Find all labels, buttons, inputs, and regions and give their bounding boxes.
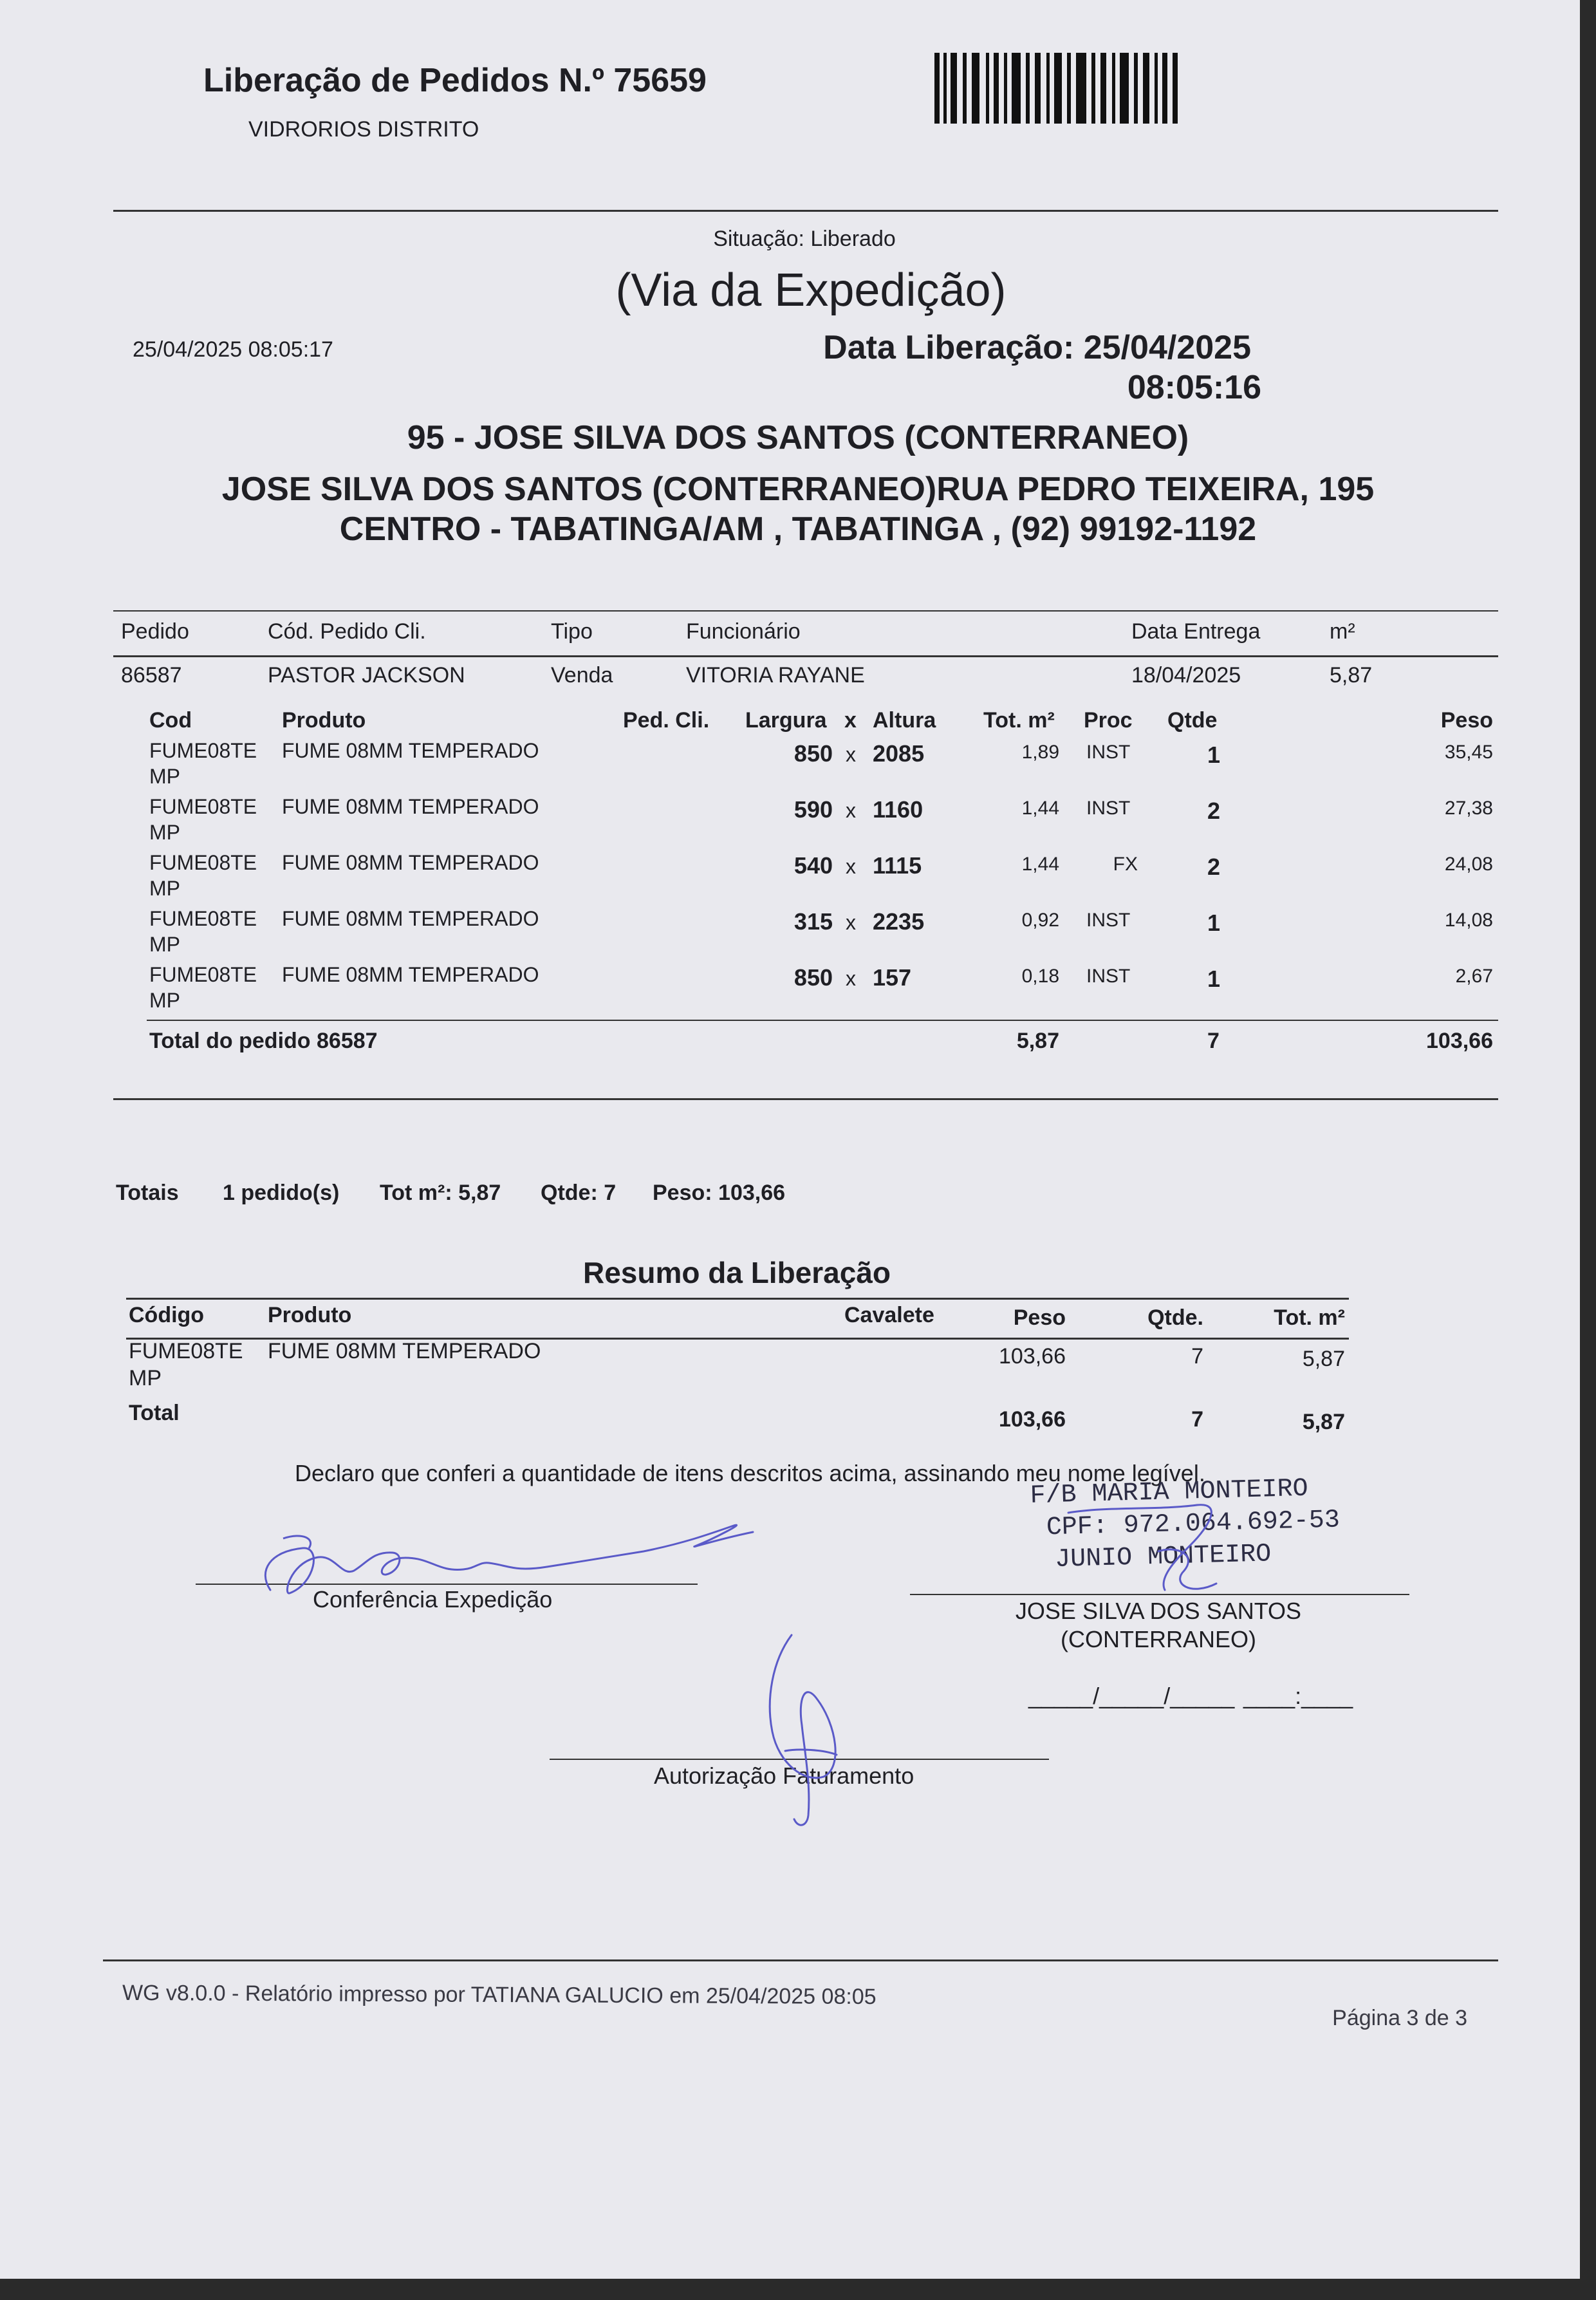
- item-largura: 850: [793, 740, 833, 767]
- item-cod-suffix: MP: [149, 821, 180, 844]
- item-proc: INST: [1086, 966, 1131, 987]
- item-proc: INST: [1086, 742, 1131, 763]
- order-total-label: Total do pedido 86587: [149, 1029, 378, 1053]
- item-cod: FUME08TE: [149, 851, 257, 874]
- item-cod-suffix: MP: [149, 989, 180, 1012]
- item-cod-suffix: MP: [149, 933, 180, 956]
- customer-address-line2: CENTRO - TABATINGA/AM , TABATINGA , (92) 99192-1192: [339, 510, 1257, 548]
- time-blank: ____:____: [1243, 1683, 1353, 1709]
- summary-total-label: Total: [129, 1401, 180, 1425]
- conference-label: Conferência Expedição: [313, 1586, 553, 1613]
- summary-total-qtde: 7: [1191, 1407, 1203, 1432]
- printed-datetime: 25/04/2025 08:05:17: [133, 337, 333, 362]
- item-largura: 315: [793, 908, 833, 935]
- item-tot-m2: 1,44: [1021, 798, 1059, 819]
- item-produto: FUME 08MM TEMPERADO: [282, 907, 539, 930]
- barcode-icon: [934, 53, 1179, 124]
- summary-col-tot-m2: Tot. m²: [1274, 1305, 1345, 1330]
- release-date: Data Liberação: 25/04/2025: [823, 329, 1251, 366]
- divider: [147, 1020, 1498, 1021]
- item-produto: FUME 08MM TEMPERADO: [282, 963, 539, 986]
- divider: [113, 610, 1498, 612]
- item-peso: 27,38: [1444, 798, 1493, 819]
- footer-printed-by: WG v8.0.0 - Relatório impresso por TATIANA GALUCIO em 25/04/2025 08:05: [122, 1980, 877, 2010]
- col-cod: Cod: [149, 708, 192, 733]
- item-altura: 1115: [873, 852, 922, 879]
- declaration-text: Declaro que conferi a quantidade de itens descritos acima, assinando meu nome legível.: [295, 1460, 1205, 1486]
- divider: [113, 655, 1498, 657]
- order-m2: 5,87: [1330, 663, 1373, 687]
- item-cod-suffix: MP: [149, 877, 180, 900]
- summary-qtde: 7: [1191, 1344, 1203, 1369]
- divider: [126, 1298, 1349, 1300]
- summary-col-qtde: Qtde.: [1147, 1305, 1203, 1330]
- item-x: x: [846, 855, 856, 878]
- item-altura: 2235: [873, 908, 925, 935]
- order-type: Venda: [551, 663, 613, 687]
- col-data-entrega: Data Entrega: [1131, 619, 1261, 644]
- customer-signature-name: JOSE SILVA DOS SANTOS: [1015, 1598, 1302, 1624]
- summary-col-cavalete: Cavalete: [844, 1303, 934, 1327]
- authorization-label: Autorização Faturamento: [654, 1762, 914, 1789]
- item-peso: 14,08: [1444, 910, 1493, 931]
- item-x: x: [846, 743, 856, 766]
- item-largura: 590: [793, 796, 833, 823]
- col-proc: Proc: [1084, 708, 1133, 733]
- item-produto: FUME 08MM TEMPERADO: [282, 851, 539, 874]
- col-funcionario: Funcionário: [686, 619, 801, 644]
- item-altura: 157: [873, 964, 912, 991]
- summary-total-tot-m2: 5,87: [1302, 1410, 1345, 1434]
- conference-signature: [245, 1513, 772, 1616]
- summary-title: Resumo da Liberação: [582, 1256, 891, 1289]
- authorization-signature: [747, 1622, 862, 1835]
- customer-signature: [1030, 1493, 1300, 1622]
- delivery-date: 18/04/2025: [1131, 663, 1241, 687]
- col-altura: Altura: [873, 708, 936, 733]
- item-produto: FUME 08MM TEMPERADO: [282, 739, 539, 762]
- order-total-m2: 5,87: [1016, 1029, 1059, 1053]
- col-pedido: Pedido: [121, 619, 189, 644]
- stamp-line2: CPF: 972.064.692-53: [1046, 1506, 1341, 1543]
- item-produto: FUME 08MM TEMPERADO: [282, 795, 539, 818]
- col-peso: Peso: [1440, 708, 1493, 733]
- item-largura: 540: [793, 852, 833, 879]
- totals-qtde: Qtde: 7: [541, 1181, 617, 1205]
- item-x: x: [846, 799, 856, 822]
- item-tot-m2: 1,44: [1021, 854, 1059, 875]
- customer-signature-name2: (CONTERRANEO): [1061, 1626, 1256, 1652]
- item-proc: INST: [1086, 798, 1131, 819]
- summary-tot-m2: 5,87: [1302, 1347, 1345, 1371]
- summary-col-produto: Produto: [268, 1303, 352, 1327]
- copy-label: (Via da Expedição): [615, 265, 1007, 316]
- release-time: 08:05:16: [1127, 369, 1261, 406]
- col-ped-cli: Ped. Cli.: [623, 708, 710, 733]
- summary-total-peso: 103,66: [999, 1407, 1066, 1432]
- item-qtde: 2: [1207, 798, 1221, 824]
- col-produto: Produto: [282, 708, 366, 733]
- totals-peso: Peso: 103,66: [653, 1181, 786, 1205]
- date-blank: _____/_____/_____: [1028, 1683, 1235, 1709]
- col-cod-pedido-cli: Cód. Pedido Cli.: [268, 619, 426, 644]
- company-name: VIDRORIOS DISTRITO: [248, 117, 479, 142]
- item-cod: FUME08TE: [149, 907, 257, 930]
- footer-page-number: Página 3 de 3: [1332, 2006, 1467, 2030]
- item-peso: 24,08: [1444, 854, 1493, 875]
- summary-col-peso: Peso: [1013, 1305, 1066, 1330]
- col-tot-m2: Tot. m²: [983, 708, 1055, 733]
- item-tot-m2: 0,18: [1021, 966, 1059, 987]
- col-largura: Largura: [745, 708, 827, 733]
- item-cod: FUME08TE: [149, 795, 257, 818]
- order-total-peso: 103,66: [1426, 1029, 1493, 1053]
- item-altura: 1160: [873, 796, 923, 823]
- item-peso: 2,67: [1455, 966, 1493, 987]
- divider: [113, 210, 1498, 212]
- totals-label: Totais: [116, 1181, 179, 1205]
- item-tot-m2: 1,89: [1021, 742, 1059, 763]
- summary-peso: 103,66: [999, 1344, 1066, 1369]
- stamp-line3: JUNIO MONTEIRO: [1054, 1540, 1272, 1575]
- item-qtde: 1: [1207, 742, 1221, 768]
- item-qtde: 1: [1207, 966, 1221, 992]
- stamp-line1: F/B MARIA MONTEIRO: [1030, 1474, 1309, 1511]
- order-number: 86587: [121, 663, 182, 687]
- item-cod: FUME08TE: [149, 739, 257, 762]
- item-tot-m2: 0,92: [1021, 910, 1059, 931]
- employee-name: VITORIA RAYANE: [686, 663, 865, 687]
- document-title: Liberação de Pedidos N.º 75659: [203, 62, 707, 99]
- item-peso: 35,45: [1444, 742, 1493, 763]
- totals-orders: 1 pedido(s): [223, 1181, 340, 1205]
- divider: [113, 1098, 1498, 1100]
- col-x: x: [844, 708, 857, 733]
- summary-produto: FUME 08MM TEMPERADO: [268, 1339, 541, 1363]
- item-qtde: 1: [1207, 910, 1221, 936]
- customer-name: 95 - JOSE SILVA DOS SANTOS (CONTERRANEO): [407, 419, 1189, 456]
- customer-address-line1: JOSE SILVA DOS SANTOS (CONTERRANEO)RUA PEDRO TEIXEIRA, 195: [221, 471, 1375, 508]
- item-proc: FX: [1113, 854, 1138, 875]
- col-qtde: Qtde: [1167, 708, 1218, 733]
- item-proc: INST: [1086, 910, 1131, 931]
- order-total-qtde: 7: [1207, 1029, 1220, 1053]
- item-largura: 850: [793, 964, 833, 991]
- item-cod: FUME08TE: [149, 963, 257, 986]
- item-x: x: [846, 967, 856, 990]
- totals-m2: Tot m²: 5,87: [380, 1181, 501, 1205]
- item-qtde: 2: [1207, 854, 1221, 880]
- col-m2: m²: [1330, 619, 1355, 644]
- col-tipo: Tipo: [551, 619, 593, 644]
- summary-col-codigo: Código: [129, 1303, 205, 1327]
- divider: [103, 1959, 1498, 1961]
- item-cod-suffix: MP: [149, 765, 180, 788]
- summary-codigo: FUME08TE: [129, 1339, 243, 1363]
- item-altura: 2085: [873, 740, 925, 767]
- client-order-code: PASTOR JACKSON: [268, 663, 465, 687]
- status-text: Situação: Liberado: [713, 227, 896, 251]
- summary-codigo-suffix: MP: [129, 1366, 162, 1390]
- item-x: x: [846, 911, 856, 934]
